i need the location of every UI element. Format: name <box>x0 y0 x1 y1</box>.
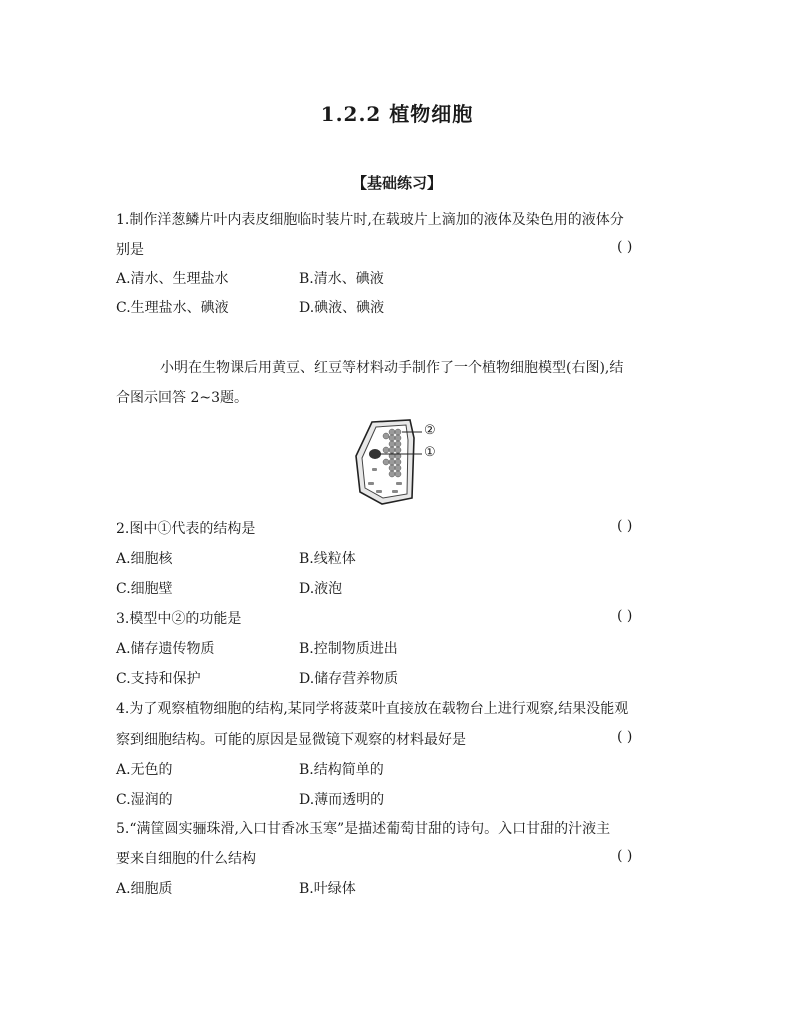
q3-answer-blank: ( ) <box>617 608 633 624</box>
q5-option-b: B.叶绿体 <box>299 881 356 897</box>
q5-stem-line2: 要来自细胞的什么结构 <box>116 851 256 867</box>
q1-option-d: D.碘液、碘液 <box>299 300 385 316</box>
q3-option-b: B.控制物质进出 <box>299 641 398 657</box>
figure-label-1: ① <box>424 445 436 460</box>
q4-stem-line1: 4.为了观察植物细胞的结构,某同学将菠菜叶直接放在载物台上进行观察,结果没能观 <box>116 701 629 717</box>
q4-option-a: A.无色的 <box>116 762 173 778</box>
page-title: 1.2.2 植物细胞 <box>320 102 474 126</box>
section-heading: 【基础练习】 <box>351 174 442 192</box>
q3-option-a: A.储存遗传物质 <box>116 641 215 657</box>
q2-option-d: D.液泡 <box>299 581 343 597</box>
q2-answer-blank: ( ) <box>617 518 633 534</box>
q4-option-d: D.薄而透明的 <box>299 792 385 808</box>
q5-stem-line1: 5.“满筐圆实骊珠滑,入口甘香冰玉寒”是描述葡萄甘甜的诗句。入口甘甜的汁液主 <box>116 821 611 837</box>
q2-option-b: B.线粒体 <box>299 551 356 567</box>
q1-stem-line1: 1.制作洋葱鳞片叶内表皮细胞临时装片时,在载玻片上滴加的液体及染色用的液体分 <box>116 212 624 228</box>
q2-option-a: A.细胞核 <box>116 551 173 567</box>
q4-stem-line2: 察到细胞结构。可能的原因是显微镜下观察的材料最好是 <box>116 732 466 748</box>
q4-answer-blank: ( ) <box>617 729 633 745</box>
q3-option-d: D.储存营养物质 <box>299 671 399 687</box>
q3-stem: 3.模型中②的功能是 <box>116 611 242 627</box>
q1-answer-blank: ( ) <box>617 239 633 255</box>
q4-option-c: C.湿润的 <box>116 792 173 808</box>
figure-label-2: ② <box>424 423 436 438</box>
intro-line2: 合图示回答 2~3题。 <box>116 390 248 406</box>
intro-line1: 小明在生物课后用黄豆、红豆等材料动手制作了一个植物细胞模型(右图),结 <box>160 360 624 376</box>
q1-stem-line2: 别是 <box>116 242 144 258</box>
q5-answer-blank: ( ) <box>617 848 633 864</box>
q4-option-b: B.结构简单的 <box>299 762 384 778</box>
q2-stem: 2.图中①代表的结构是 <box>116 521 256 537</box>
q1-option-a: A.清水、生理盐水 <box>116 271 229 287</box>
q3-option-c: C.支持和保护 <box>116 671 201 687</box>
q1-option-c: C.生理盐水、碘液 <box>116 300 229 316</box>
q2-option-c: C.细胞壁 <box>116 581 173 597</box>
q1-option-b: B.清水、碘液 <box>299 271 384 287</box>
q5-option-a: A.细胞质 <box>116 881 173 897</box>
